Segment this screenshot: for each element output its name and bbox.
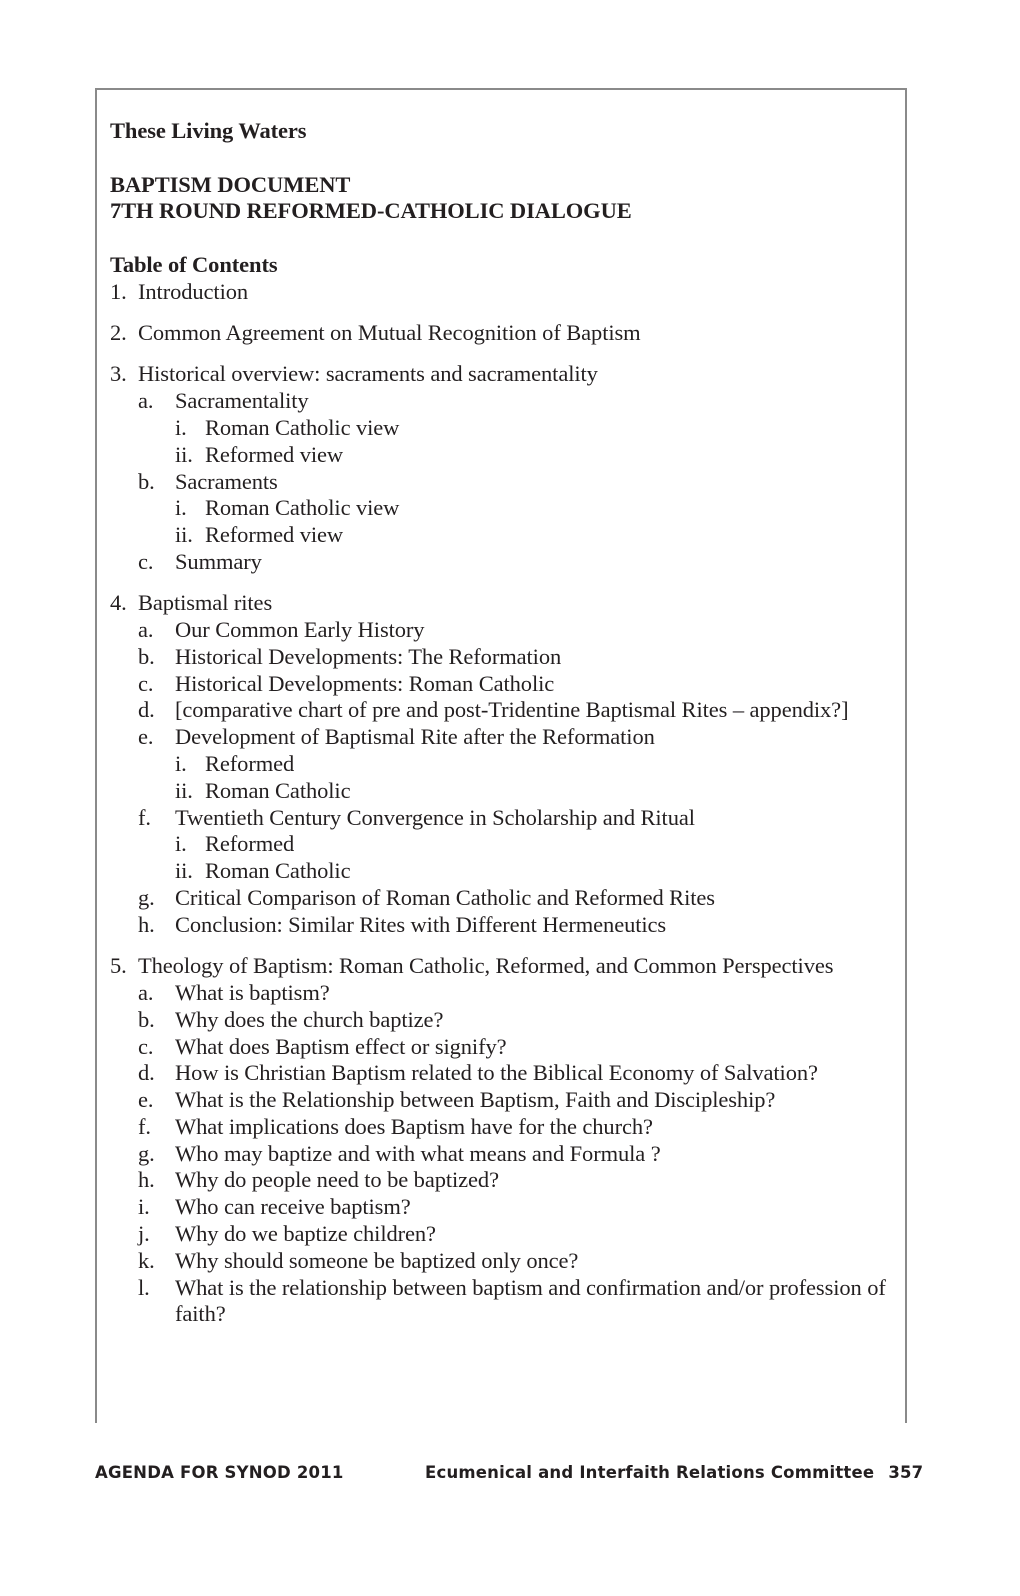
toc-section — [110, 320, 890, 347]
toc-subsubsection — [175, 778, 890, 805]
toc-section-title: Theology of Baptism: Roman Catholic, Reformed, and Common Perspectives — [138, 953, 834, 979]
toc-subsection-letter: d. — [138, 697, 155, 723]
toc-subsection — [138, 1007, 890, 1034]
toc-section-number: 1. — [110, 278, 127, 304]
toc-subsection — [138, 549, 890, 576]
page-number: 357 — [888, 1463, 924, 1482]
toc-subsection-letter: g. — [138, 885, 155, 911]
toc-subsubsection-title: Roman Catholic — [205, 777, 351, 803]
toc-subsection — [138, 469, 890, 549]
toc-subsection-letter: f. — [138, 804, 151, 830]
document-heading: BAPTISM DOCUMENT — [110, 171, 351, 197]
toc-subsection-title: Why do people need to be baptized? — [175, 1167, 499, 1193]
toc-subsection — [138, 805, 890, 885]
toc-subsection — [138, 724, 890, 804]
toc-subsection-title: Why do we baptize children? — [175, 1221, 436, 1247]
toc-section — [110, 590, 890, 938]
document-title: These Living Waters — [110, 118, 307, 143]
toc-subsection-letter: l. — [138, 1274, 150, 1300]
toc-subsection — [138, 644, 890, 671]
document-body — [110, 118, 890, 1343]
toc-subsection-letter: c. — [138, 548, 154, 574]
toc-subsection — [138, 1194, 890, 1221]
toc-subsection-title: [comparative chart of pre and post-Tridentine Baptismal Rites – appendix?] — [175, 697, 849, 723]
toc-subsubsection-title: Reformed — [205, 831, 295, 857]
toc-subsection-title: Summary — [175, 548, 262, 574]
toc-subsection — [138, 1248, 890, 1275]
toc-subsection-title: What implications does Baptism have for the church? — [175, 1113, 653, 1139]
toc-section-number: 4. — [110, 590, 127, 616]
toc-subsection-letter: b. — [138, 468, 155, 494]
toc-subsection-letter: c. — [138, 670, 154, 696]
toc-subsubsection-list — [175, 415, 890, 469]
toc-subsection-title: Who may baptize and with what means and Formula ? — [175, 1140, 661, 1166]
toc-heading: Table of Contents — [110, 251, 278, 277]
toc-section — [110, 361, 890, 575]
toc-section-title: Historical overview: sacraments and sacramentality — [138, 361, 598, 387]
toc-subsubsection-list — [175, 831, 890, 885]
toc-subsection — [138, 388, 890, 468]
toc-subsubsection-numeral: i. — [175, 751, 187, 777]
toc-subsection-title: Who can receive baptism? — [175, 1194, 411, 1220]
toc-subsection-letter: a. — [138, 617, 154, 643]
toc-subsection-title: Historical Developments: The Reformation — [175, 643, 562, 669]
toc-subsubsection-title: Roman Catholic — [205, 858, 351, 884]
toc-subsection — [138, 912, 890, 939]
footer-section — [425, 1463, 923, 1482]
toc-section — [110, 279, 890, 306]
toc-subsection-list — [138, 388, 890, 576]
toc-subsubsection-title: Reformed view — [205, 441, 344, 467]
toc-subsubsection-list — [175, 751, 890, 805]
toc-subsubsection-numeral: ii. — [175, 522, 193, 548]
toc-section-number: 2. — [110, 320, 127, 346]
toc-subsection-title: Development of Baptismal Rite after the Reformation — [175, 724, 655, 750]
toc-section — [110, 953, 890, 1328]
toc-subsection-letter: a. — [138, 979, 154, 1005]
toc-section-number: 5. — [110, 953, 127, 979]
toc-subsection-title: Sacraments — [175, 468, 278, 494]
toc-subsection-letter: h. — [138, 911, 155, 937]
toc-subsection-letter: e. — [138, 724, 154, 750]
toc-subsubsection-title: Roman Catholic view — [205, 495, 400, 521]
toc-subsection-title: Conclusion: Similar Rites with Different Hermeneutics — [175, 911, 667, 937]
toc-subsection-title: What does Baptism effect or signify? — [175, 1033, 507, 1059]
toc-subsection-letter: a. — [138, 388, 154, 414]
toc-subsection-title: Critical Comparison of Roman Catholic and Reformed Rites — [175, 885, 715, 911]
toc-subsubsection-title: Reformed — [205, 751, 295, 777]
toc-subsubsection-numeral: ii. — [175, 777, 193, 803]
toc-subsubsection-numeral: i. — [175, 495, 187, 521]
toc-subsubsection-numeral: i. — [175, 831, 187, 857]
toc-subsubsection — [175, 858, 890, 885]
toc-subsection-letter: b. — [138, 643, 155, 669]
toc-subsubsection — [175, 415, 890, 442]
toc-subsection — [138, 1167, 890, 1194]
toc-subsection-title: How is Christian Baptism related to the Biblical Economy of Salvation? — [175, 1060, 818, 1086]
toc-subsection-title: Our Common Early History — [175, 617, 425, 643]
footer-publication: AGENDA FOR SYNOD 2011 — [95, 1463, 344, 1482]
toc-subsubsection-title: Reformed view — [205, 522, 344, 548]
toc-subsection — [138, 1221, 890, 1248]
toc-subsection-list — [138, 617, 890, 939]
toc-subsection-letter: b. — [138, 1006, 155, 1032]
toc-subsection-letter: j. — [138, 1221, 150, 1247]
toc-subsection-title: Historical Developments: Roman Catholic — [175, 670, 555, 696]
toc-subsection-title: What is baptism? — [175, 979, 330, 1005]
toc-subsection-letter: k. — [138, 1247, 155, 1273]
toc-subsubsection — [175, 831, 890, 858]
toc-subsubsection — [175, 751, 890, 778]
toc-subsection-letter: e. — [138, 1087, 154, 1113]
toc-subsection-title: Sacramentality — [175, 388, 309, 414]
toc-subsection — [138, 1060, 890, 1087]
toc-subsection-letter: g. — [138, 1140, 155, 1166]
footer-committee: Ecumenical and Interfaith Relations Committee — [425, 1463, 875, 1482]
document-subheading: 7TH ROUND REFORMED-CATHOLIC DIALOGUE — [110, 198, 632, 224]
toc-subsection-letter: h. — [138, 1167, 155, 1193]
toc-subsubsection-list — [175, 495, 890, 549]
toc-subsubsection-title: Roman Catholic view — [205, 414, 400, 440]
toc-subsection — [138, 1087, 890, 1114]
toc-subsection-letter: i. — [138, 1194, 150, 1220]
toc-subsection — [138, 671, 890, 698]
toc-subsection-title: What is the relationship between baptism and confirmation and/or profession of faith? — [175, 1274, 886, 1327]
toc-subsection — [138, 617, 890, 644]
toc-subsection-list — [138, 980, 890, 1328]
toc-section-title: Introduction — [138, 278, 249, 304]
toc-subsection — [138, 1034, 890, 1061]
toc-subsubsection — [175, 495, 890, 522]
toc-subsubsection-numeral: ii. — [175, 441, 193, 467]
toc-subsection-letter: d. — [138, 1060, 155, 1086]
toc-subsection — [138, 1141, 890, 1168]
toc-section-title: Common Agreement on Mutual Recognition of Baptism — [138, 320, 641, 346]
toc-subsection — [138, 980, 890, 1007]
table-of-contents — [110, 279, 890, 1328]
toc-subsection — [138, 1114, 890, 1141]
toc-subsection-title: Why does the church baptize? — [175, 1006, 444, 1032]
toc-subsection-letter: f. — [138, 1113, 151, 1139]
toc-subsection — [138, 697, 890, 724]
toc-subsubsection-numeral: ii. — [175, 858, 193, 884]
toc-subsection-title: Why should someone be baptized only once? — [175, 1247, 579, 1273]
toc-subsubsection — [175, 522, 890, 549]
toc-subsubsection-numeral: i. — [175, 414, 187, 440]
toc-section-number: 3. — [110, 361, 127, 387]
toc-subsubsection — [175, 442, 890, 469]
toc-section-title: Baptismal rites — [138, 590, 273, 616]
toc-subsection — [138, 885, 890, 912]
toc-subsection — [138, 1275, 890, 1329]
toc-subsection-letter: c. — [138, 1033, 154, 1059]
toc-subsection-title: What is the Relationship between Baptism, Faith and Discipleship? — [175, 1087, 776, 1113]
toc-subsection-title: Twentieth Century Convergence in Scholarship and Ritual — [175, 804, 695, 830]
